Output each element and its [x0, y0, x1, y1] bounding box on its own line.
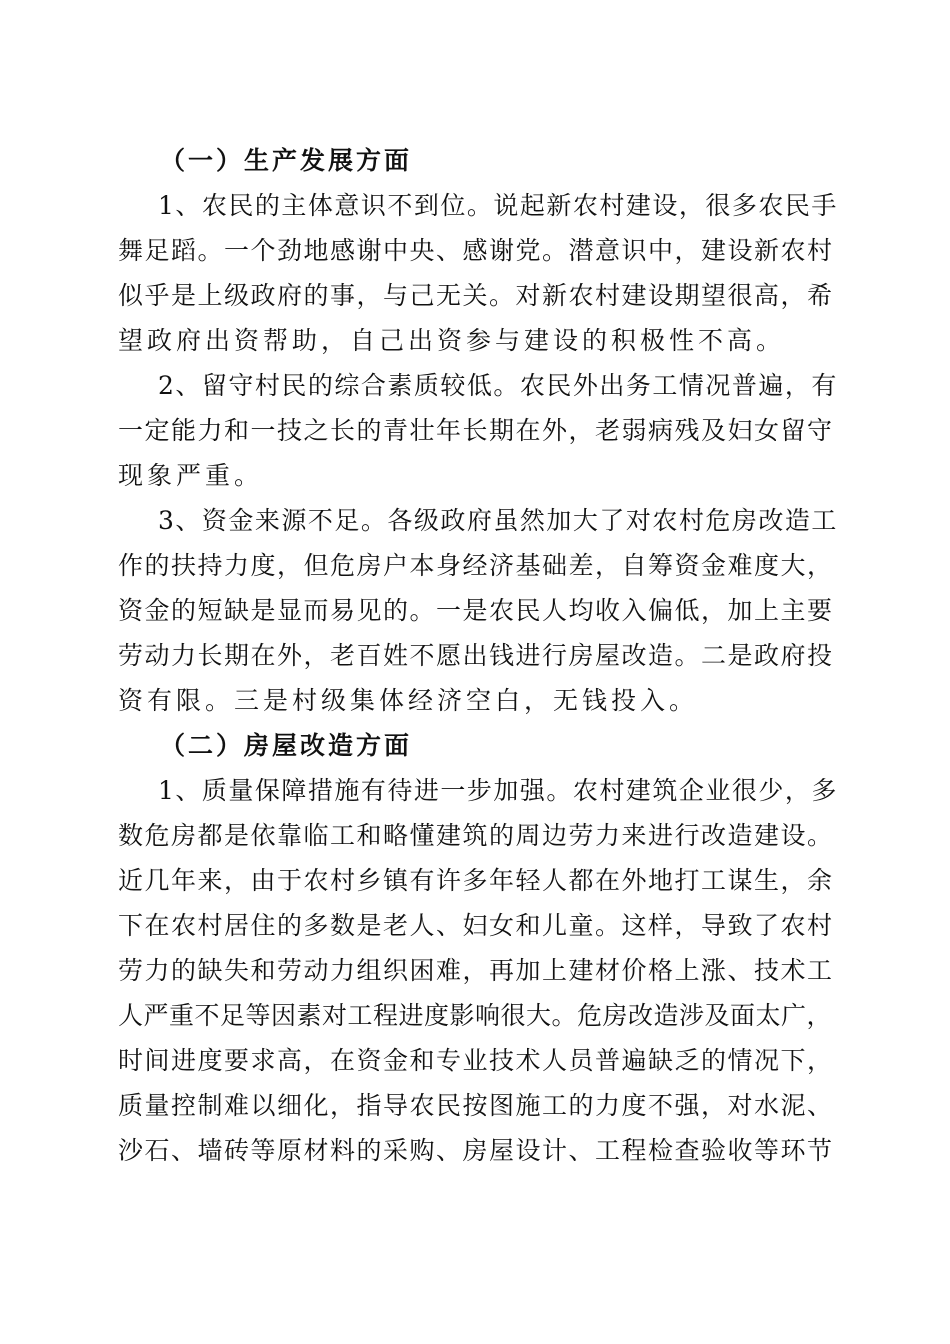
paragraph-line: 劳力的缺失和劳动力组织困难，再加上建材价格上涨、技术工: [118, 956, 834, 985]
paragraph-line: 一定能力和一技之长的青壮年长期在外，老弱病残及妇女留守: [118, 416, 834, 445]
section-heading-2: （二）房屋改造方面: [160, 731, 413, 760]
paragraph-line: 1、质量保障措施有待进一步加强。农村建筑企业很少，多: [158, 776, 838, 805]
paragraph-line: 1、农民的主体意识不到位。说起新农村建设，很多农民手: [158, 191, 838, 220]
paragraph-line: 下在农村居住的多数是老人、妇女和儿童。这样，导致了农村: [118, 911, 834, 940]
paragraph-line: 沙石、墙砖等原材料的采购、房屋设计、工程检查验收等环节: [118, 1136, 834, 1165]
paragraph-line: 人严重不足等因素对工程进度影响很大。危房改造涉及面太广，: [118, 1001, 833, 1030]
paragraph-line: 质量控制难以细化，指导农民按图施工的力度不强，对水泥、: [118, 1091, 834, 1120]
paragraph-line: 数危房都是依靠临工和略懂建筑的周边劳力来进行改造建设。: [118, 821, 834, 850]
paragraph-line: 近几年来，由于农村乡镇有许多年轻人都在外地打工谋生，余: [118, 866, 834, 895]
section-heading-1: （一）生产发展方面: [160, 146, 413, 175]
paragraph-line: 时间进度要求高，在资金和专业技术人员普遍缺乏的情况下，: [118, 1046, 834, 1075]
paragraph-line: 2、留守村民的综合素质较低。农民外出务工情况普遍，有: [158, 371, 838, 400]
paragraph-line: 现象严重。: [118, 461, 264, 490]
paragraph-line: 资金的短缺是显而易见的。一是农民人均收入偏低，加上主要: [118, 596, 834, 625]
paragraph-line: 似乎是上级政府的事，与己无关。对新农村建设期望很高，希: [118, 281, 834, 310]
paragraph-line: 作的扶持力度，但危房户本身经济基础差，自筹资金难度大，: [118, 551, 834, 580]
paragraph-line: 3、资金来源不足。各级政府虽然加大了对农村危房改造工: [158, 506, 838, 535]
paragraph-line: 劳动力长期在外，老百姓不愿出钱进行房屋改造。二是政府投: [118, 641, 834, 670]
paragraph-line: 资有限。三是村级集体经济空白，无钱投入。: [118, 686, 699, 715]
paragraph-line: 舞足蹈。一个劲地感谢中央、感谢党。潜意识中，建设新农村: [118, 236, 834, 265]
paragraph-line: 望政府出资帮助，自己出资参与建设的积极性不高。: [118, 326, 786, 355]
